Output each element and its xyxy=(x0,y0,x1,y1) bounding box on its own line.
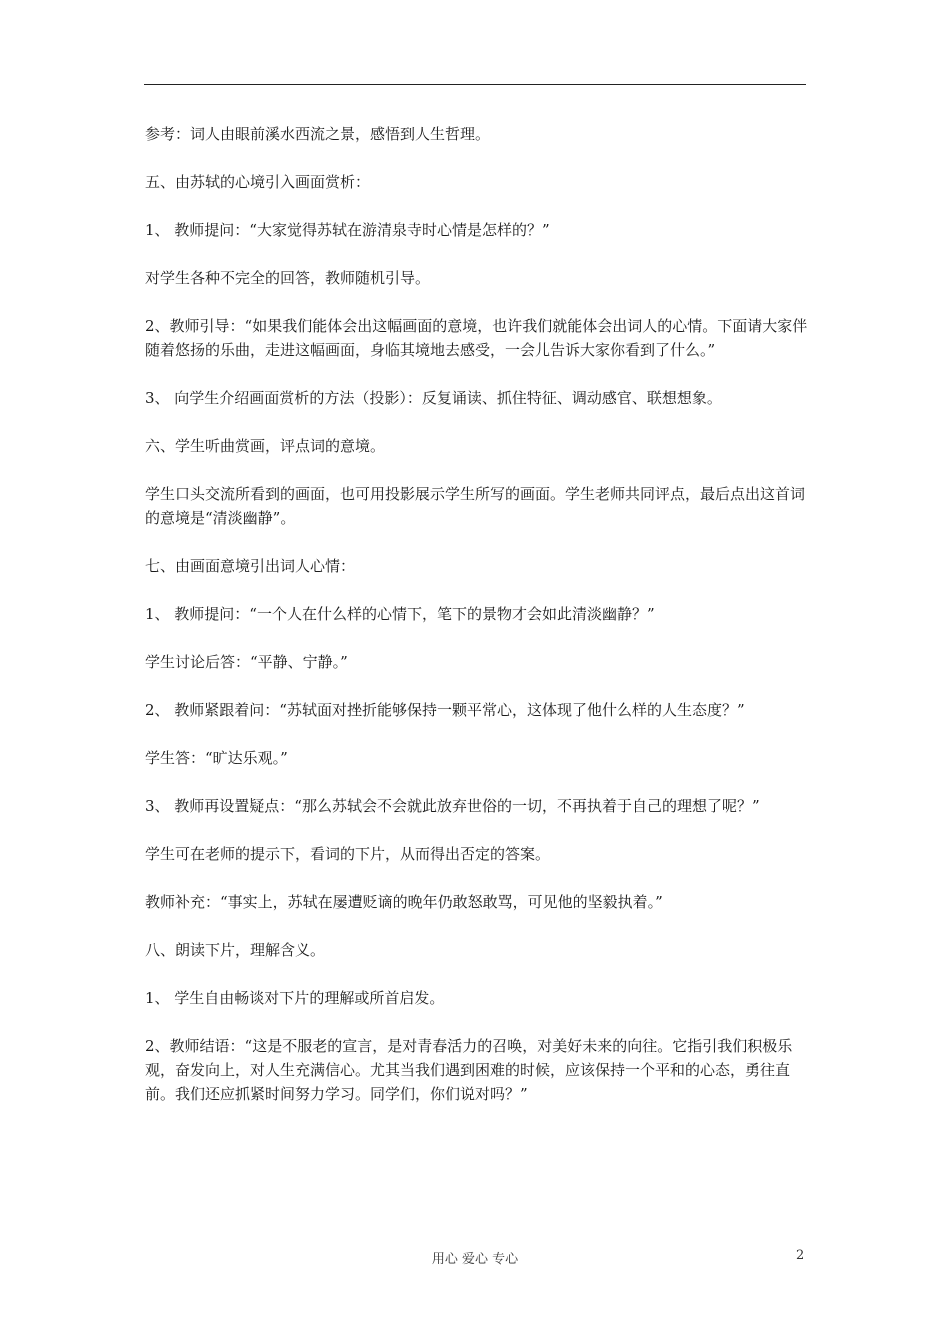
paragraph: 学生讨论后答：“平静、宁静。” xyxy=(145,653,348,671)
footer-slogan: 用心 爱心 专心 xyxy=(431,1252,519,1267)
paragraph: 教师补充：“事实上，苏轼在屡遭贬谪的晚年仍敢怒敢骂，可见他的坚毅执着。” xyxy=(145,893,663,911)
section-heading: 八、朗读下片，理解含义。 xyxy=(145,941,326,959)
paragraph: 学生答：“旷达乐观。” xyxy=(145,749,288,767)
paragraph: 2、 教师紧跟着问：“苏轼面对挫折能够保持一颗平常心，这体现了他什么样的人生态度？” xyxy=(145,701,745,719)
section-heading: 五、由苏轼的心境引入画面赏析： xyxy=(145,173,371,191)
header-rule xyxy=(144,84,806,85)
paragraph: 学生口头交流所看到的画面，也可用投影展示学生所写的画面。学生老师共同评点，最后点出这首词的意境是“清淡幽静”。 xyxy=(145,485,806,527)
document-body xyxy=(145,122,810,1130)
paragraph: 对学生各种不完全的回答，教师随机引导。 xyxy=(145,269,431,287)
paragraph: 2、教师引导：“如果我们能体会出这幅画面的意境，也许我们就能体会出词人的心情。下面请大家伴随着悠扬的乐曲，走进这幅画面，身临其境地去感受，一会儿告诉大家你看到了什么。” xyxy=(145,317,808,359)
section-heading: 六、学生听曲赏画，评点词的意境。 xyxy=(145,437,386,455)
paragraph: 3、 教师再设置疑点：“那么苏轼会不会就此放弃世俗的一切，不再执着于自己的理想了呢？” xyxy=(145,797,760,815)
paragraph: 学生可在老师的提示下，看词的下片，从而得出否定的答案。 xyxy=(145,845,551,863)
paragraph: 参考：词人由眼前溪水西流之景，感悟到人生哲理。 xyxy=(145,125,491,143)
page-number: 2 xyxy=(796,1248,805,1263)
paragraph: 3、 向学生介绍画面赏析的方法（投影）：反复诵读、抓住特征、调动感官、联想想象。 xyxy=(145,389,722,407)
paragraph: 1、 教师提问：“一个人在什么样的心情下，笔下的景物才会如此清淡幽静？” xyxy=(145,605,655,623)
section-heading: 七、由画面意境引出词人心情： xyxy=(145,557,356,575)
paragraph: 1、 教师提问：“大家觉得苏轼在游清泉寺时心情是怎样的？” xyxy=(145,221,550,239)
paragraph: 1、 学生自由畅谈对下片的理解或所首启发。 xyxy=(145,989,445,1007)
paragraph: 2、教师结语：“这是不服老的宣言，是对青春活力的召唤，对美好未来的向往。它指引我们积极乐观，奋发向上，对人生充满信心。尤其当我们遇到困难的时候，应该保持一个平和的心态，勇往直前。我们还应抓紧时间努力学习。同学们，你们说对吗？” xyxy=(145,1037,793,1103)
